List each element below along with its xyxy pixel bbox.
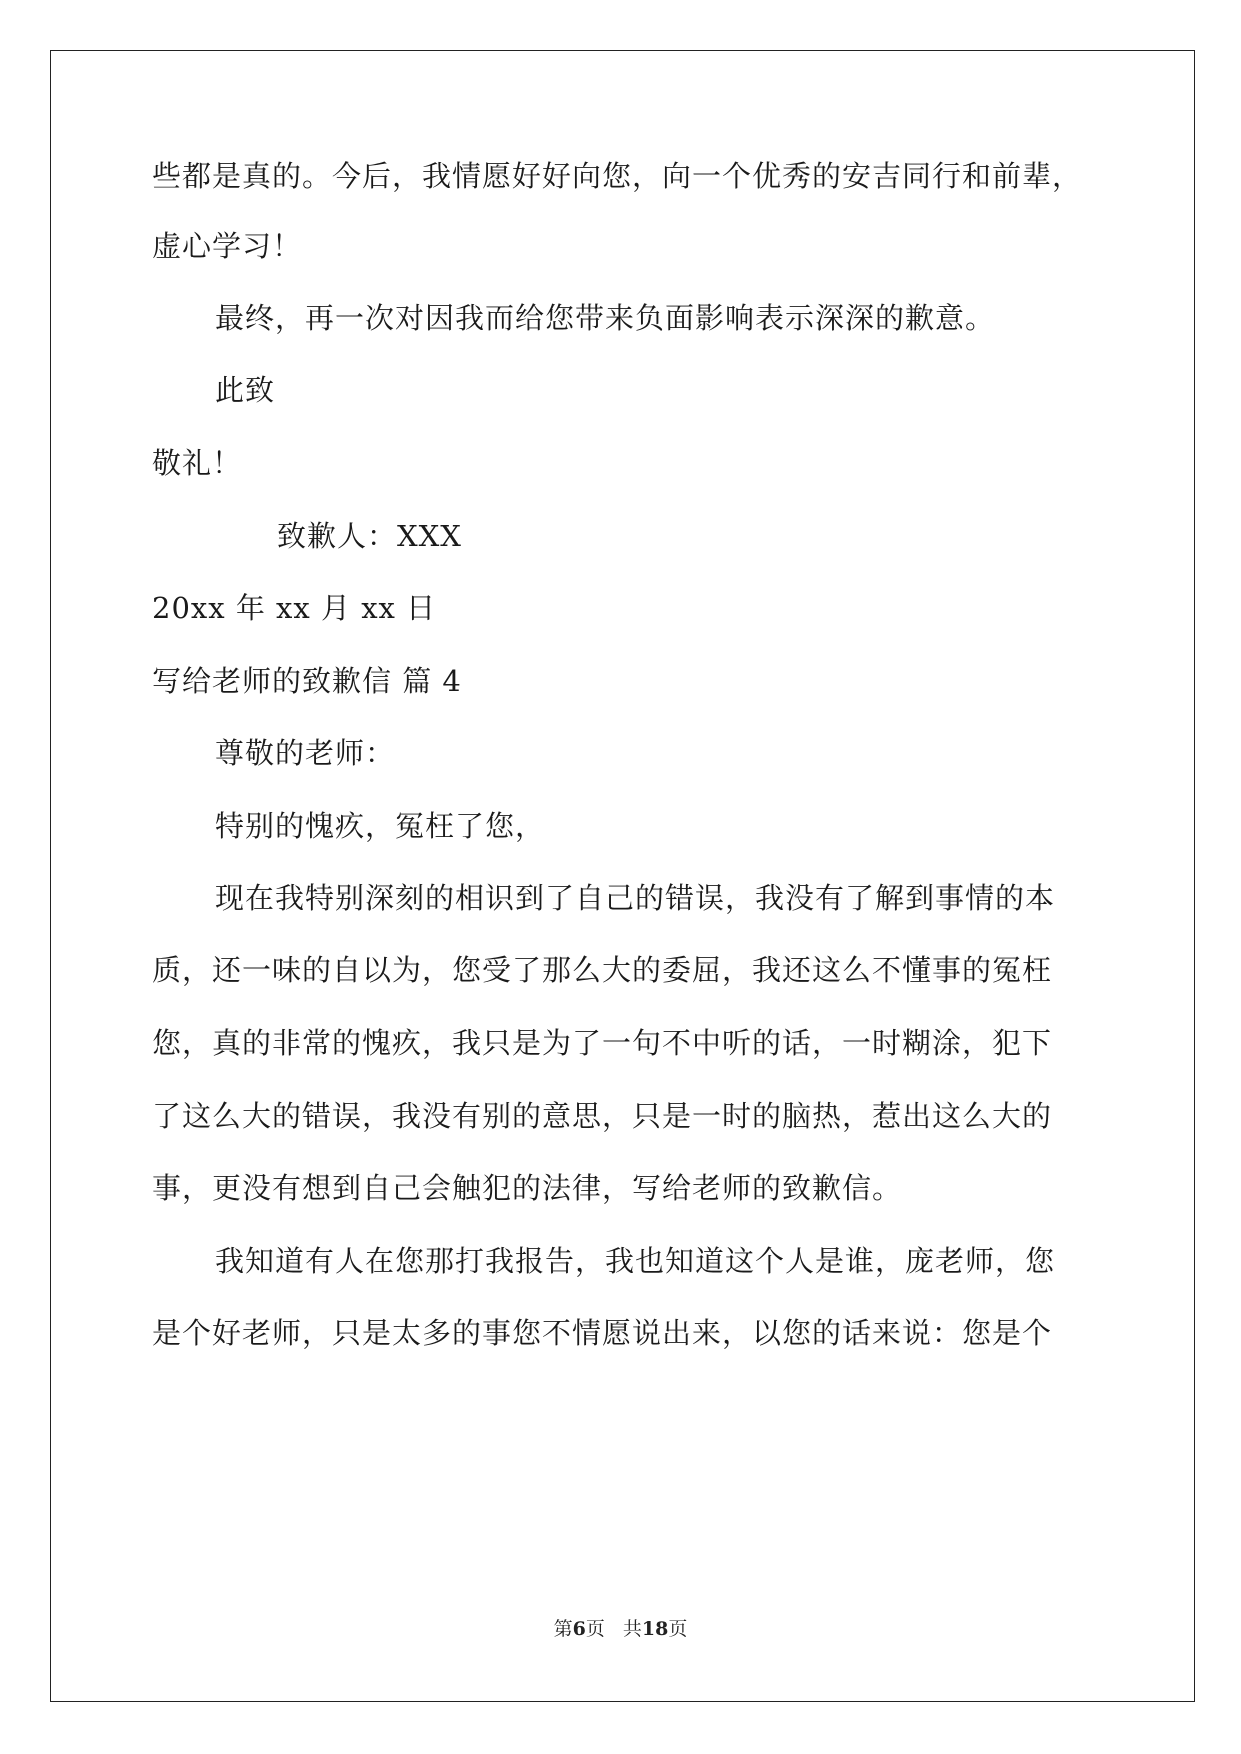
section-title: 写给老师的致歉信 篇 4: [152, 664, 462, 698]
total-page-number: 18: [641, 1618, 669, 1640]
body-text-line: 现在我特别深刻的相识到了自己的错误，我没有了解到事情的本: [215, 881, 1056, 915]
greeting: 尊敬的老师：: [215, 736, 396, 770]
page-footer: [0, 1617, 1241, 1641]
body-text-line: 事，更没有想到自己会触犯的法律，写给老师的致歉信。: [152, 1171, 903, 1205]
salutation-jingli: 敬礼！: [152, 446, 243, 480]
body-text-line: 些都是真的。今后，我情愿好好向您，向一个优秀的安吉同行和前辈，: [152, 159, 1083, 193]
total-label-prefix: 共: [622, 1618, 642, 1640]
body-text-line: 我知道有人在您那打我报告，我也知道这个人是谁，庞老师，您: [215, 1244, 1056, 1278]
body-text-line: 了这么大的错误，我没有别的意思，只是一时的脑热，惹出这么大的: [152, 1099, 1053, 1133]
closing-paragraph: 最终，再一次对因我而给您带来负面影响表示深深的歉意。: [215, 301, 996, 335]
salutation-cizhi: 此致: [215, 373, 276, 407]
signature: 致歉人：XXX: [277, 519, 462, 553]
body-text-line: 是个好老师，只是太多的事您不情愿说出来，以您的话来说：您是个: [152, 1316, 1053, 1350]
date-line: 20xx 年 xx 月 xx 日: [152, 591, 437, 625]
body-text-line: 特别的愧疚，冤枉了您，: [215, 809, 546, 843]
body-text-line: 虚心学习！: [152, 229, 303, 263]
total-label-suffix: 页: [668, 1618, 688, 1640]
current-page-number: 6: [572, 1618, 586, 1640]
body-text-line: 质，还一味的自以为，您受了那么大的委屈，我还这么不懂事的冤枉: [152, 953, 1053, 987]
page-label-prefix: 第: [553, 1618, 573, 1640]
page-label-suffix: 页: [585, 1618, 605, 1640]
body-text-line: 您，真的非常的愧疚，我只是为了一句不中听的话，一时糊涂，犯下: [152, 1026, 1053, 1060]
